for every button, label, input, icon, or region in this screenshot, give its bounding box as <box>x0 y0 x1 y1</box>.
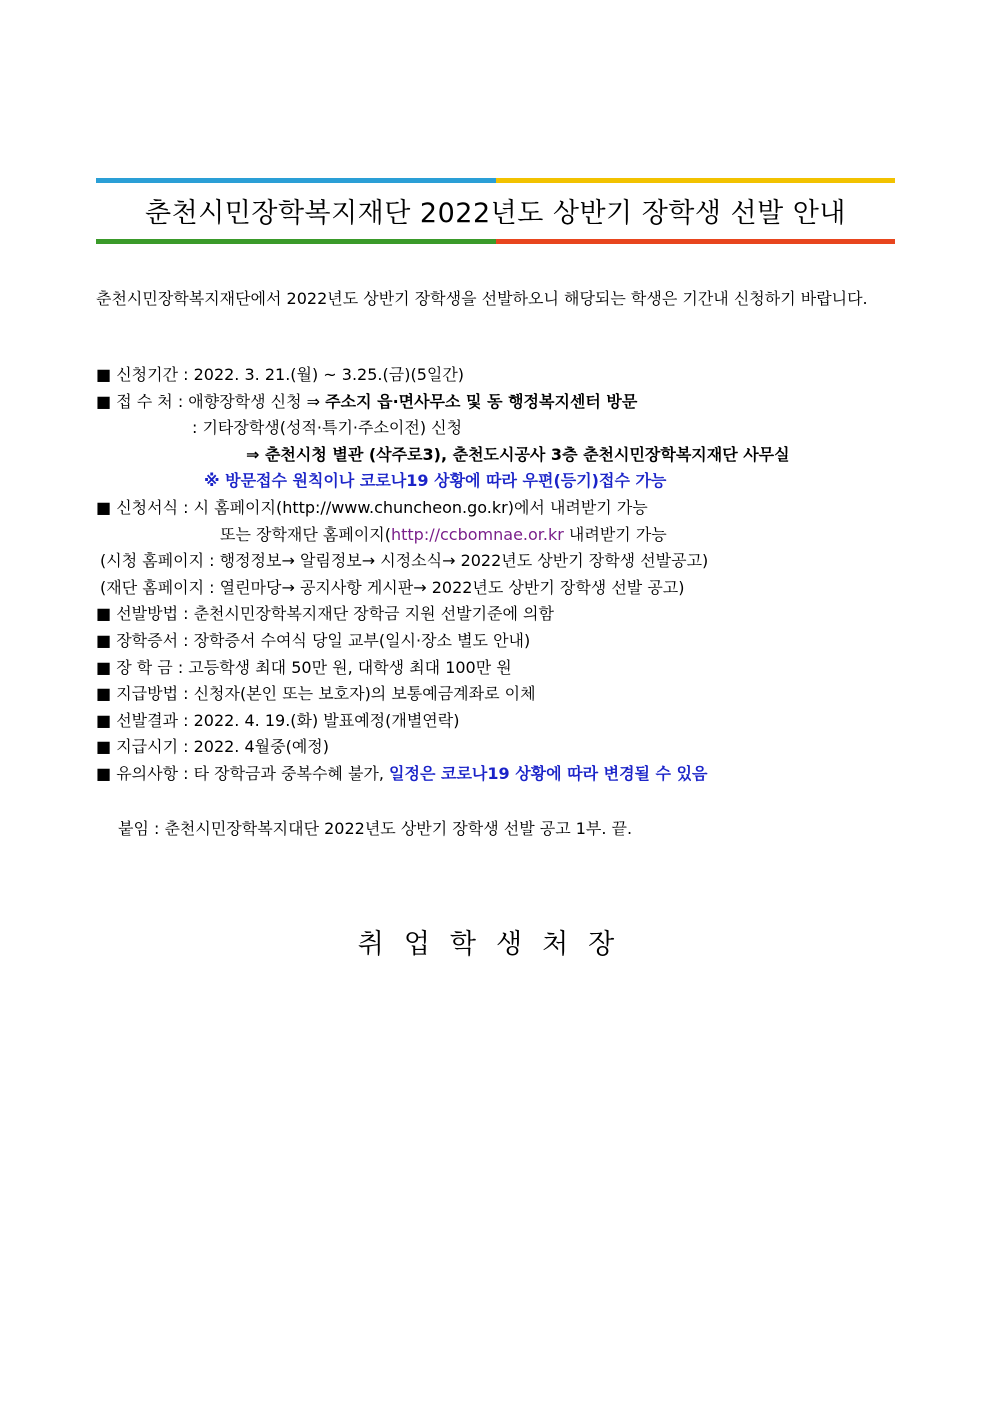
item-notes-prefix: ■ 유의사항 : 타 장학금과 중복수혜 불가, <box>96 763 390 783</box>
item-office-other-dest: ⇒ 춘천시청 별관 (삭주로3), 춘천도시공사 3층 춘천시민장학복지재단 사무실 <box>246 444 790 464</box>
item-form-line4: (재단 홈페이지 : 열린마당→ 공지사항 게시판→ 2022년도 상반기 장학생 선발 공고) <box>100 577 685 597</box>
item-form-line3: (시청 홈페이지 : 행정정보→ 알림정보→ 시정소식→ 2022년도 상반기 장학생 선발공고) <box>100 551 709 571</box>
attachment-note: 붙임 : 춘천시민장학복지대단 2022년도 상반기 장학생 선발 공고 1부. 끝. <box>118 819 633 838</box>
item-amount: ■ 장 학 금 : 고등학생 최대 50만 원, 대학생 최대 100만 원 <box>96 657 512 677</box>
title-bar-top-left <box>96 178 496 183</box>
item-office-bold: 주소지 읍·면사무소 및 동 행정복지센터 방문 <box>325 391 638 411</box>
item-certificate: ■ 장학증서 : 장학증서 수여식 당일 교부(일시·장소 별도 안내) <box>96 630 531 650</box>
homepage-link[interactable]: http://ccbomnae.or.kr <box>390 524 564 544</box>
item-office <box>96 389 916 416</box>
item-selection: ■ 선발방법 : 춘천시민장학복지재단 장학금 지원 선발기준에 의함 <box>96 604 554 624</box>
page-title: 춘천시민장학복지재단 2022년도 상반기 장학생 선발 안내 <box>145 198 846 229</box>
item-office-prefix: ■ 접 수 처 : 애향장학생 신청 ⇒ <box>96 391 326 411</box>
item-notes-blue: 일정은 코로나19 상황에 따라 변경될 수 있음 <box>389 763 708 783</box>
item-payment-method: ■ 지급방법 : 신청자(본인 또는 보호자)의 보통예금계좌로 이체 <box>96 684 536 704</box>
signature: 취업학생처장 <box>357 929 635 960</box>
item-form-line2 <box>96 522 916 549</box>
item-period: ■ 신청기간 : 2022. 3. 21.(월) ~ 3.25.(금)(5일간) <box>96 365 465 384</box>
title-banner <box>96 178 895 244</box>
item-office-note: ※ 방문접수 원칙이나 코로나19 상황에 따라 우편(등기)접수 가능 <box>204 471 667 491</box>
item-notes <box>96 761 916 788</box>
title-bar-bottom-right <box>496 239 895 244</box>
item-form-line1: ■ 신청서식 : 시 홈페이지(http://www.chuncheon.go.kr)에서 내려받기 가능 <box>96 497 648 517</box>
item-form-line2-prefix: 또는 장학재단 홈페이지( <box>220 524 391 544</box>
title-bar-bottom-left <box>96 239 496 244</box>
intro-paragraph: 춘천시민장학복지재단에서 2022년도 상반기 장학생을 선발하오니 해당되는 학생은 기간내 신청하기 바랍니다. <box>96 289 868 308</box>
item-payment-time: ■ 지급시기 : 2022. 4월중(예정) <box>96 737 329 757</box>
item-office-other: : 기타장학생(성적·특기·주소이전) 신청 <box>192 418 463 438</box>
title-bar-top-right <box>496 178 895 183</box>
notice-items <box>96 362 916 788</box>
item-form-line2-suffix: 내려받기 가능 <box>563 524 667 544</box>
item-result: ■ 선발결과 : 2022. 4. 19.(화) 발표예정(개별연락) <box>96 710 460 730</box>
